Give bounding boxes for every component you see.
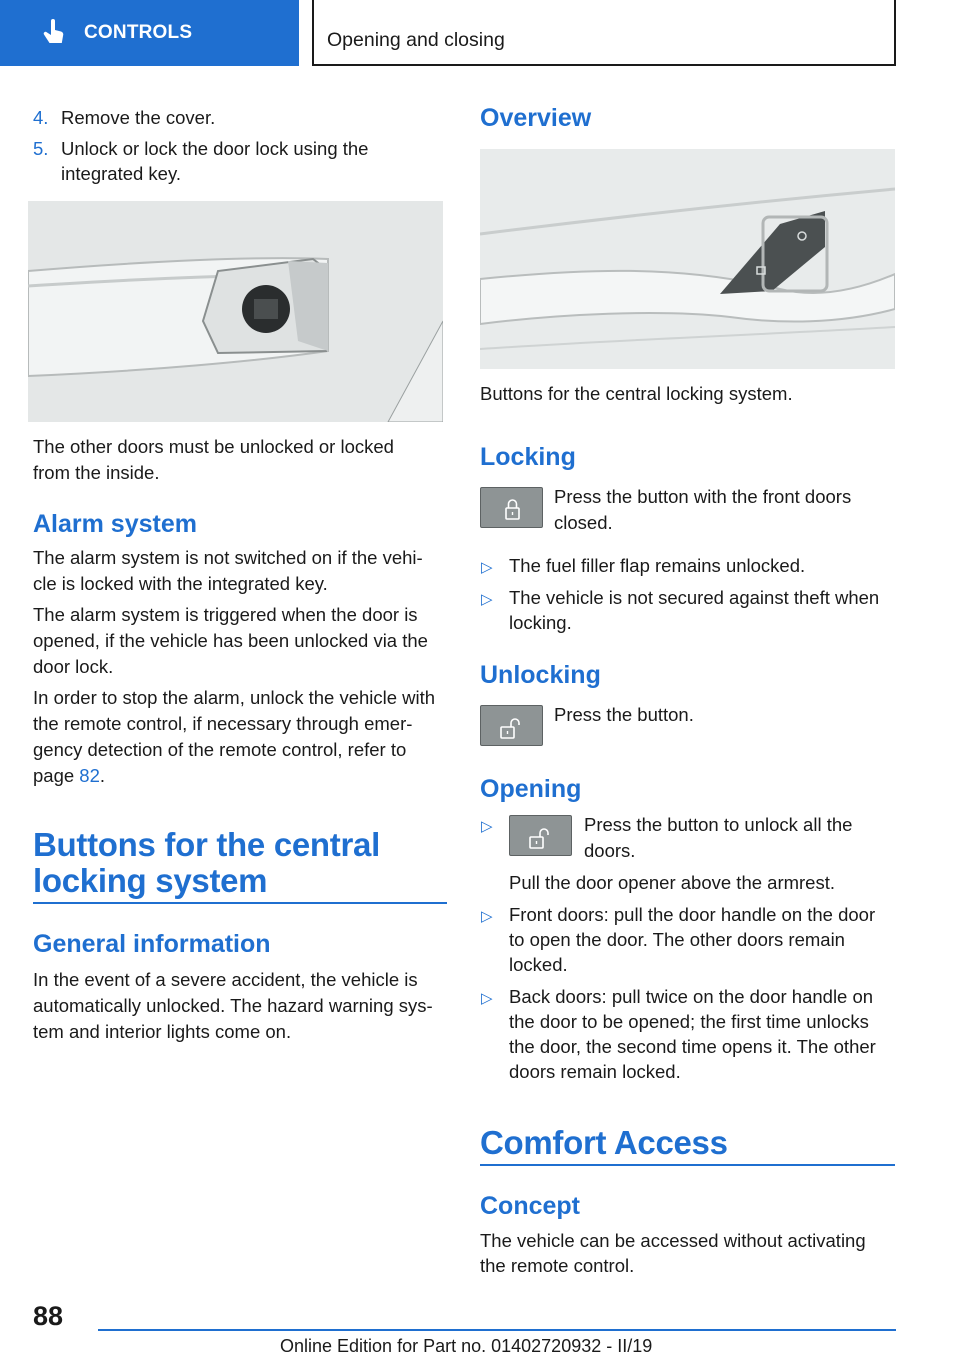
comfort-access-heading: Comfort Access — [480, 1124, 728, 1161]
section-tab[interactable] — [0, 0, 299, 66]
unlocking-heading: Unlocking — [480, 661, 601, 689]
opening-b3-line-1: Back doors: pull twice on the door handle on — [509, 986, 874, 1007]
alarm-p2-line-3: door lock. — [33, 656, 114, 677]
step-5-text-1: Unlock or lock the door lock using the — [61, 138, 369, 159]
general-p-line-1: In the event of a severe accident, the vehicle is — [33, 969, 418, 990]
unlock-icon — [510, 816, 573, 857]
alarm-heading: Alarm system — [33, 510, 197, 538]
step-4: 4. — [33, 107, 49, 128]
locking-text-line-1: Press the button with the front doors — [554, 486, 852, 507]
locking-heading: Locking — [480, 443, 576, 471]
opening-b3-line-3: the door, the second time opens it. The other — [509, 1036, 876, 1057]
comfort-access-rule — [480, 1164, 895, 1166]
triangle-bullet-icon: ▷ — [481, 559, 493, 576]
step-4-text: Remove the cover. — [61, 107, 216, 128]
triangle-bullet-icon: ▷ — [481, 990, 493, 1007]
opening-b1-line-2: doors. — [584, 840, 636, 861]
alarm-p3-line-2: the remote control, if necessary through emer‐ — [33, 713, 413, 734]
footer-edition: Online Edition for Part no. 01402720932 - II/19 — [280, 1336, 653, 1356]
page-title: Opening and closing — [312, 0, 896, 66]
opening-b2-line-1: Front doors: pull the door handle on the door — [509, 904, 876, 925]
unlock-icon — [481, 706, 544, 747]
general-p-line-3: tem and interior lights come on. — [33, 1021, 292, 1042]
section-label: CONTROLS — [84, 22, 193, 43]
central-heading-line-2: locking system — [33, 862, 268, 899]
triangle-bullet-icon: ▷ — [481, 908, 493, 925]
alarm-p3-line-1: In order to stop the alarm, unlock the vehicle with — [33, 687, 436, 708]
concept-p-line-1: The vehicle can be accessed without activating — [480, 1230, 866, 1251]
lock-button-image — [480, 487, 543, 528]
alarm-p1-line-2: cle is locked with the integrated key. — [33, 573, 328, 594]
alarm-p2-line-2: opened, if the vehicle has been unlocked via the — [33, 630, 428, 651]
unlocking-text: Press the button. — [554, 704, 694, 725]
locking-bullet-1: The fuel filler flap remains unlocked. — [509, 555, 806, 576]
unlock-button-image-opening — [509, 815, 572, 856]
overview-caption: Buttons for the central locking system. — [480, 383, 793, 404]
opening-b3-line-4: doors remain locked. — [509, 1061, 681, 1082]
opening-b2-line-2: to open the door. The other doors remain — [509, 929, 845, 950]
footer-rule — [98, 1329, 896, 1331]
central-heading-line-1: Buttons for the central — [33, 826, 380, 863]
lock-icon — [481, 488, 544, 529]
after-image-line-2: from the inside. — [33, 462, 160, 483]
concept-p-line-2: the remote control. — [480, 1255, 635, 1276]
step-5: 5. — [33, 138, 49, 159]
central-heading-rule — [33, 902, 447, 904]
alarm-p3-line-3: gency detection of the remote control, refer to — [33, 739, 407, 760]
alarm-p3-line-4: page 82. — [33, 765, 106, 786]
door-lock-photo — [28, 201, 443, 422]
hand-pointer-icon — [42, 19, 66, 47]
locking-bullet-2-line-2: locking. — [509, 612, 572, 633]
opening-heading: Opening — [480, 775, 582, 803]
page-number: 88 — [33, 1301, 64, 1331]
locking-text-line-2: closed. — [554, 512, 613, 533]
opening-b2-line-3: locked. — [509, 954, 568, 975]
triangle-bullet-icon: ▷ — [481, 818, 493, 835]
door-handle-photo — [480, 149, 895, 369]
step-5-text-2: integrated key. — [61, 163, 181, 184]
page-82-link[interactable]: 82 — [79, 765, 100, 786]
after-image-line-1: The other doors must be unlocked or locked — [33, 436, 394, 457]
overview-heading: Overview — [480, 104, 592, 132]
general-p-line-2: automatically unlocked. The hazard warning sys‐ — [33, 995, 433, 1016]
opening-b1-line-1: Press the button to unlock all the — [584, 814, 853, 835]
unlock-button-image — [480, 705, 543, 746]
opening-b3-line-2: the door to be opened; the first time unlocks — [509, 1011, 869, 1032]
triangle-bullet-icon: ▷ — [481, 591, 493, 608]
concept-heading: Concept — [480, 1192, 580, 1220]
alarm-p2-line-1: The alarm system is triggered when the door is — [33, 604, 418, 625]
opening-b1-after: Pull the door opener above the armrest. — [509, 872, 835, 893]
general-heading: General information — [33, 930, 271, 958]
locking-bullet-2-line-1: The vehicle is not secured against theft when — [509, 587, 880, 608]
alarm-p1-line-1: The alarm system is not switched on if the vehi‐ — [33, 547, 423, 568]
